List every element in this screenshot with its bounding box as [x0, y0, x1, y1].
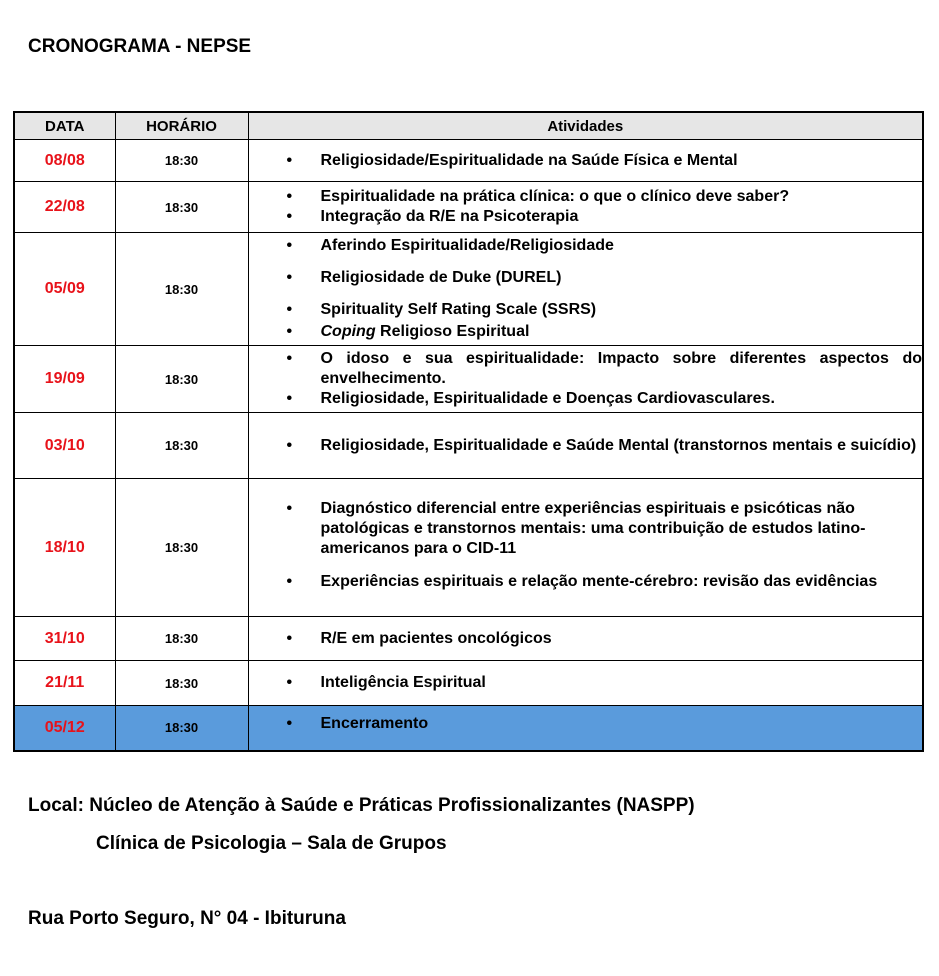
bullet-icon: • — [286, 151, 293, 169]
bullet-icon: • — [286, 350, 293, 367]
room-line: Clínica de Psicologia – Sala de Grupos — [96, 833, 447, 854]
activity-item: • Coping Religioso Espiritual — [286, 323, 530, 340]
table-row-highlighted — [14, 706, 923, 751]
row-date: 05/09 — [14, 233, 115, 346]
table-row — [14, 617, 923, 661]
row-activities — [248, 479, 923, 617]
location-line: Local: Núcleo de Atenção à Saúde e Práticas Profissionalizantes (NASPP) — [28, 795, 695, 816]
row-activities — [248, 413, 923, 479]
activity-item: • Spirituality Self Rating Scale (SSRS) — [286, 301, 597, 318]
row-time: 18:30 — [115, 140, 248, 182]
emphasis-text: Coping — [320, 323, 376, 340]
bullet-icon: • — [286, 301, 293, 318]
activity-item: • Religiosidade, Espiritualidade e Saúde Mental (transtornos mentais e suicídio) — [286, 436, 917, 454]
activity-item: • Religiosidade/Espiritualidade na Saúde Física e Mental — [286, 151, 738, 169]
row-time: 18:30 — [115, 706, 248, 751]
table-row — [14, 182, 923, 233]
table-row — [14, 661, 923, 706]
bullet-icon: • — [286, 436, 293, 454]
row-date: 18/10 — [14, 479, 115, 617]
activity-item: • Diagnóstico diferencial entre experiências espirituais e psicóticas não patológicas e transtornos mentais: uma contribuição de estudos latino-americanos para o CID-11 — [286, 499, 866, 557]
activity-item: • Religiosidade de Duke (DUREL) — [286, 269, 562, 286]
bullet-icon: • — [286, 629, 293, 647]
row-date: 08/08 — [14, 140, 115, 182]
bullet-icon: • — [286, 269, 293, 286]
activity-item: • Encerramento — [286, 715, 429, 732]
activity-item: • R/E em pacientes oncológicos — [286, 629, 552, 647]
activity-item: • Religiosidade, Espiritualidade e Doenças Cardiovasculares. — [286, 390, 775, 407]
row-date: 03/10 — [14, 413, 115, 479]
bullet-icon: • — [286, 323, 293, 340]
row-activities — [248, 233, 923, 346]
row-activities — [248, 140, 923, 182]
table-row — [14, 479, 923, 617]
bullet-icon: • — [286, 208, 293, 225]
bullet-icon: • — [286, 499, 293, 517]
header-date: DATA — [14, 112, 115, 140]
bullet-icon: • — [286, 572, 293, 590]
row-time: 18:30 — [115, 413, 248, 479]
row-time: 18:30 — [115, 479, 248, 617]
row-time: 18:30 — [115, 346, 248, 413]
table-row — [14, 233, 923, 346]
address-line: Rua Porto Seguro, N° 04 - Ibituruna — [28, 908, 346, 929]
row-date: 05/12 — [14, 706, 115, 751]
activity-item: • Espiritualidade na prática clínica: o que o clínico deve saber? — [286, 188, 790, 205]
row-activities — [248, 182, 923, 233]
header-time: HORÁRIO — [115, 112, 248, 140]
row-date: 19/09 — [14, 346, 115, 413]
row-activities — [248, 661, 923, 706]
row-date: 31/10 — [14, 617, 115, 661]
page-title: CRONOGRAMA - NEPSE — [28, 36, 252, 57]
row-time: 18:30 — [115, 182, 248, 233]
row-activities — [248, 346, 923, 413]
row-activities — [248, 617, 923, 661]
activity-item: • Aferindo Espiritualidade/Religiosidade — [286, 237, 614, 254]
row-time: 18:30 — [115, 661, 248, 706]
row-date: 22/08 — [14, 182, 115, 233]
bullet-icon: • — [286, 715, 293, 732]
table-row — [14, 413, 923, 479]
bullet-icon: • — [286, 674, 293, 691]
table-header-row — [14, 112, 923, 140]
row-activities — [248, 706, 923, 751]
row-date: 21/11 — [14, 661, 115, 706]
schedule-table — [13, 111, 924, 752]
bullet-icon: • — [286, 188, 293, 205]
header-activities: Atividades — [248, 112, 923, 140]
table-row — [14, 140, 923, 182]
bullet-icon: • — [286, 390, 293, 407]
activity-item: • O idoso e sua espiritualidade: Impacto sobre diferentes aspectos do envelhecimento. — [286, 350, 922, 387]
table-row — [14, 346, 923, 413]
activity-item: • Integração da R/E na Psicoterapia — [286, 208, 579, 225]
row-time: 18:30 — [115, 617, 248, 661]
activity-item: • Inteligência Espiritual — [286, 674, 486, 691]
activity-item: • Experiências espirituais e relação mente-cérebro: revisão das evidências — [249, 567, 923, 597]
row-time: 18:30 — [115, 233, 248, 346]
bullet-icon: • — [286, 237, 293, 254]
